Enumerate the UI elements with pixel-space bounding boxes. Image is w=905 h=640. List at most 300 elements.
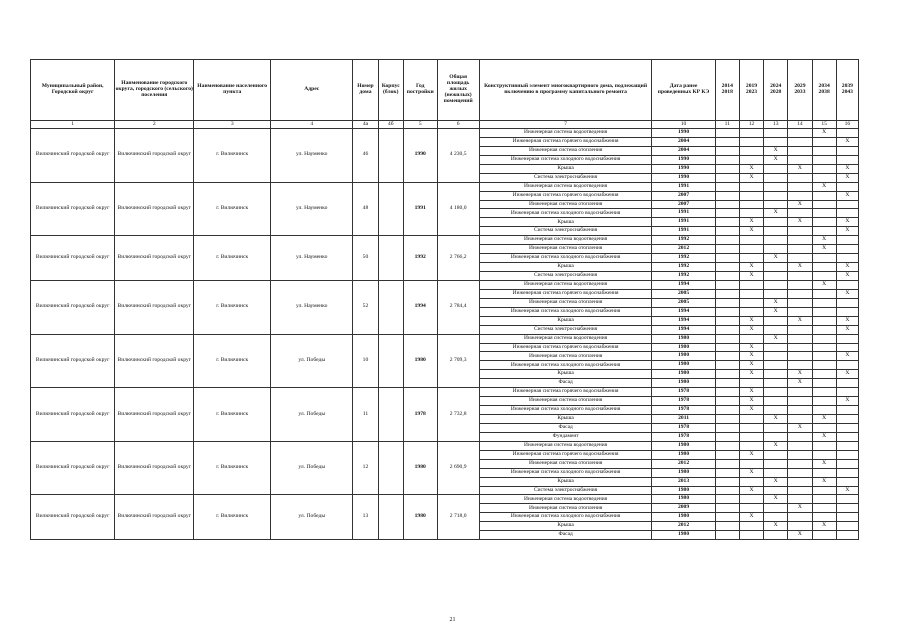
period-mark-cell	[715, 227, 739, 236]
column-number: 3	[194, 121, 271, 129]
period-mark-cell	[812, 200, 836, 209]
column-number: 12	[739, 121, 763, 129]
period-mark-cell	[788, 441, 812, 450]
period-mark-cell	[715, 522, 739, 531]
period-mark-cell	[739, 415, 763, 424]
period-mark-cell	[788, 343, 812, 352]
period-mark-cell	[715, 263, 739, 272]
locality-cell: г. Вилючинск	[194, 495, 271, 540]
period-mark-cell	[715, 370, 739, 379]
block-cell	[378, 495, 403, 540]
period-mark-cell	[764, 406, 788, 415]
prior-repair-date-cell: 1994	[652, 280, 715, 289]
element-cell: Инженерная система отопления	[479, 245, 652, 254]
element-cell: Инженерная система отопления	[479, 459, 652, 468]
period-mark-cell	[812, 164, 836, 173]
period-mark-cell: X	[739, 227, 763, 236]
element-cell: Инженерная система горячего водоснабжения	[479, 191, 652, 200]
period-mark-cell	[788, 182, 812, 191]
element-cell: Крыша	[479, 415, 652, 424]
header-address: Адрес	[271, 60, 353, 121]
block-cell	[378, 129, 403, 183]
period-mark-cell	[764, 361, 788, 370]
period-mark-cell	[739, 334, 763, 343]
period-mark-cell	[764, 289, 788, 298]
period-mark-cell	[788, 486, 812, 495]
period-mark-cell	[788, 209, 812, 218]
period-mark-cell	[764, 272, 788, 281]
prior-repair-date-cell: 1980	[652, 343, 715, 352]
header-element: Конструктивный элемент многоквартирного дома, подлежащий включению в программу капитального ремонта	[479, 60, 652, 121]
period-mark-cell	[764, 459, 788, 468]
period-mark-cell	[764, 191, 788, 200]
prior-repair-date-cell: 1978	[652, 397, 715, 406]
house-number-cell: 10	[353, 334, 378, 388]
locality-cell: г. Вилючинск	[194, 129, 271, 183]
street-cell: ул. Победы	[271, 388, 353, 442]
header-period-2034: 2034 2038	[812, 60, 836, 121]
period-mark-cell	[715, 468, 739, 477]
period-mark-cell	[836, 280, 858, 289]
period-mark-cell: X	[764, 441, 788, 450]
prior-repair-date-cell: 1990	[652, 129, 715, 138]
period-mark-cell: X	[788, 423, 812, 432]
period-mark-cell: X	[739, 164, 763, 173]
house-number-cell: 13	[353, 495, 378, 540]
column-number: 15	[812, 121, 836, 129]
district-cell: Вилючинский городской округ	[31, 495, 115, 540]
period-mark-cell: X	[739, 218, 763, 227]
period-mark-cell	[836, 459, 858, 468]
period-mark-cell	[812, 450, 836, 459]
prior-repair-date-cell: 1980	[652, 468, 715, 477]
period-mark-cell	[812, 379, 836, 388]
period-mark-cell	[788, 191, 812, 200]
build-year-cell: 1990	[403, 129, 437, 183]
element-cell: Инженерная система холодного водоснабжения	[479, 361, 652, 370]
period-mark-cell: X	[836, 218, 858, 227]
prior-repair-date-cell: 1978	[652, 406, 715, 415]
column-number: 4б	[378, 121, 403, 129]
build-year-cell: 1991	[403, 182, 437, 236]
period-mark-cell	[836, 406, 858, 415]
period-mark-cell	[788, 146, 812, 155]
element-cell: Система электроснабжения	[479, 325, 652, 334]
period-mark-cell	[812, 325, 836, 334]
period-mark-cell	[764, 397, 788, 406]
table-row	[31, 280, 859, 289]
period-mark-cell	[812, 334, 836, 343]
header-house-number: Номер дома	[353, 60, 378, 121]
period-mark-cell	[812, 406, 836, 415]
period-mark-cell	[739, 155, 763, 164]
prior-repair-date-cell: 2012	[652, 245, 715, 254]
prior-repair-date-cell: 2007	[652, 200, 715, 209]
header-locality: Наименование населенного пункта	[194, 60, 271, 121]
prior-repair-date-cell: 2009	[652, 504, 715, 513]
prior-repair-date-cell: 1978	[652, 423, 715, 432]
period-mark-cell	[739, 441, 763, 450]
period-mark-cell: X	[739, 325, 763, 334]
house-number-cell: 11	[353, 388, 378, 442]
period-mark-cell	[812, 155, 836, 164]
element-cell: Инженерная система водоотведения	[479, 495, 652, 504]
period-mark-cell	[764, 280, 788, 289]
period-mark-cell	[764, 423, 788, 432]
district-cell: Вилючинский городской округ	[31, 182, 115, 236]
period-mark-cell	[715, 450, 739, 459]
period-mark-cell	[715, 432, 739, 441]
period-mark-cell	[739, 298, 763, 307]
district-cell: Вилючинский городской округ	[31, 236, 115, 281]
element-cell: Инженерная система водоотведения	[479, 334, 652, 343]
area-cell: 2 784,4	[437, 280, 479, 334]
period-mark-cell: X	[836, 227, 858, 236]
period-mark-cell: X	[836, 325, 858, 334]
street-cell: ул. Науменко	[271, 236, 353, 281]
period-mark-cell	[739, 146, 763, 155]
prior-repair-date-cell: 2011	[652, 415, 715, 424]
period-mark-cell	[812, 504, 836, 513]
period-mark-cell: X	[812, 415, 836, 424]
prior-repair-date-cell: 1978	[652, 388, 715, 397]
capital-repair-table	[30, 59, 859, 540]
period-mark-cell	[739, 495, 763, 504]
district-cell: Вилючинский городской округ	[31, 441, 115, 495]
period-mark-cell	[715, 164, 739, 173]
period-mark-cell	[836, 245, 858, 254]
table-row	[31, 334, 859, 343]
prior-repair-date-cell: 2012	[652, 459, 715, 468]
period-mark-cell	[764, 513, 788, 522]
period-mark-cell	[764, 379, 788, 388]
prior-repair-date-cell: 1992	[652, 263, 715, 272]
element-cell: Инженерная система водоотведения	[479, 280, 652, 289]
period-mark-cell	[788, 129, 812, 138]
element-cell: Инженерная система холодного водоснабжения	[479, 513, 652, 522]
period-mark-cell: X	[788, 379, 812, 388]
period-mark-cell	[715, 513, 739, 522]
element-cell: Инженерная система отопления	[479, 397, 652, 406]
prior-repair-date-cell: 2004	[652, 137, 715, 146]
period-mark-cell: X	[739, 450, 763, 459]
element-cell: Инженерная система холодного водоснабжения	[479, 307, 652, 316]
period-mark-cell	[812, 531, 836, 540]
period-mark-cell	[739, 191, 763, 200]
area-cell: 4 230,5	[437, 129, 479, 183]
period-mark-cell	[788, 254, 812, 263]
settlement-cell: Вилючинский городской округ	[115, 495, 194, 540]
period-mark-cell	[812, 263, 836, 272]
prior-repair-date-cell: 2012	[652, 522, 715, 531]
period-mark-cell	[764, 432, 788, 441]
element-cell: Инженерная система отопления	[479, 146, 652, 155]
period-mark-cell: X	[812, 432, 836, 441]
period-mark-cell	[836, 388, 858, 397]
period-mark-cell	[836, 146, 858, 155]
element-cell: Инженерная система горячего водоснабжения	[479, 388, 652, 397]
prior-repair-date-cell: 1992	[652, 272, 715, 281]
house-number-cell: 52	[353, 280, 378, 334]
period-mark-cell	[812, 441, 836, 450]
area-cell: 2 709,3	[437, 334, 479, 388]
column-number: 6	[437, 121, 479, 129]
settlement-cell: Вилючинский городской округ	[115, 441, 194, 495]
period-mark-cell	[715, 325, 739, 334]
prior-repair-date-cell: 1991	[652, 209, 715, 218]
period-mark-cell	[715, 415, 739, 424]
period-mark-cell	[739, 379, 763, 388]
period-mark-cell	[836, 423, 858, 432]
period-mark-cell: X	[812, 522, 836, 531]
period-mark-cell	[764, 343, 788, 352]
prior-repair-date-cell: 1980	[652, 370, 715, 379]
house-number-cell: 46	[353, 129, 378, 183]
period-mark-cell	[788, 155, 812, 164]
period-mark-cell: X	[812, 477, 836, 486]
block-cell	[378, 280, 403, 334]
period-mark-cell	[715, 316, 739, 325]
period-mark-cell: X	[764, 146, 788, 155]
period-mark-cell	[812, 272, 836, 281]
prior-repair-date-cell: 1980	[652, 486, 715, 495]
period-mark-cell	[739, 236, 763, 245]
element-cell: Крыша	[479, 218, 652, 227]
period-mark-cell: X	[836, 173, 858, 182]
period-mark-cell	[812, 468, 836, 477]
period-mark-cell: X	[739, 397, 763, 406]
period-mark-cell: X	[764, 155, 788, 164]
period-mark-cell: X	[739, 343, 763, 352]
period-mark-cell	[715, 173, 739, 182]
element-cell: Инженерная система горячего водоснабжения	[479, 137, 652, 146]
period-mark-cell	[715, 182, 739, 191]
prior-repair-date-cell: 1992	[652, 236, 715, 245]
period-mark-cell	[739, 289, 763, 298]
area-cell: 2 766,2	[437, 236, 479, 281]
period-mark-cell	[715, 280, 739, 289]
period-mark-cell	[739, 200, 763, 209]
period-mark-cell	[836, 495, 858, 504]
period-mark-cell: X	[836, 137, 858, 146]
period-mark-cell	[812, 513, 836, 522]
district-cell: Вилючинский городской округ	[31, 334, 115, 388]
period-mark-cell	[836, 513, 858, 522]
prior-repair-date-cell: 2013	[652, 477, 715, 486]
element-cell: Инженерная система отопления	[479, 352, 652, 361]
period-mark-cell	[788, 522, 812, 531]
period-mark-cell: X	[739, 316, 763, 325]
period-mark-cell	[836, 307, 858, 316]
period-mark-cell	[764, 531, 788, 540]
period-mark-cell	[788, 236, 812, 245]
period-mark-cell	[836, 334, 858, 343]
element-cell: Инженерная система водоотведения	[479, 182, 652, 191]
period-mark-cell	[739, 137, 763, 146]
period-mark-cell: X	[739, 468, 763, 477]
period-mark-cell: X	[836, 397, 858, 406]
table-row	[31, 495, 859, 504]
period-mark-cell	[739, 280, 763, 289]
period-mark-cell	[836, 504, 858, 513]
district-cell: Вилючинский городской округ	[31, 388, 115, 442]
period-mark-cell	[836, 236, 858, 245]
period-mark-cell	[788, 334, 812, 343]
prior-repair-date-cell: 1980	[652, 450, 715, 459]
period-mark-cell	[715, 289, 739, 298]
column-number: 11	[715, 121, 739, 129]
period-mark-cell	[764, 245, 788, 254]
period-mark-cell	[836, 129, 858, 138]
period-mark-cell	[812, 388, 836, 397]
period-mark-cell	[739, 209, 763, 218]
period-mark-cell	[812, 191, 836, 200]
period-mark-cell	[764, 173, 788, 182]
element-cell: Крыша	[479, 477, 652, 486]
period-mark-cell	[739, 477, 763, 486]
period-mark-cell	[788, 227, 812, 236]
period-mark-cell	[836, 200, 858, 209]
house-number-cell: 48	[353, 182, 378, 236]
column-number: 1	[31, 121, 115, 129]
house-number-cell: 50	[353, 236, 378, 281]
period-mark-cell	[739, 504, 763, 513]
element-cell: Инженерная система холодного водоснабжения	[479, 209, 652, 218]
period-mark-cell	[715, 477, 739, 486]
table-row	[31, 236, 859, 245]
period-mark-cell	[788, 495, 812, 504]
period-mark-cell	[788, 289, 812, 298]
period-mark-cell: X	[739, 173, 763, 182]
prior-repair-date-cell: 1994	[652, 316, 715, 325]
house-number-cell: 12	[353, 441, 378, 495]
period-mark-cell	[836, 254, 858, 263]
element-cell: Система электроснабжения	[479, 227, 652, 236]
period-mark-cell: X	[812, 236, 836, 245]
period-mark-cell	[812, 316, 836, 325]
element-cell: Инженерная система отопления	[479, 298, 652, 307]
element-cell: Инженерная система горячего водоснабжения	[479, 450, 652, 459]
period-mark-cell	[764, 504, 788, 513]
period-mark-cell	[715, 272, 739, 281]
area-cell: 2 718,0	[437, 495, 479, 540]
area-cell: 2 690,9	[437, 441, 479, 495]
street-cell: ул. Науменко	[271, 280, 353, 334]
period-mark-cell	[715, 298, 739, 307]
period-mark-cell	[764, 388, 788, 397]
prior-repair-date-cell: 1991	[652, 227, 715, 236]
period-mark-cell	[764, 164, 788, 173]
element-cell: Система электроснабжения	[479, 173, 652, 182]
locality-cell: г. Вилючинск	[194, 334, 271, 388]
block-cell	[378, 236, 403, 281]
locality-cell: г. Вилючинск	[194, 236, 271, 281]
period-mark-cell	[764, 129, 788, 138]
period-mark-cell	[715, 343, 739, 352]
block-cell	[378, 388, 403, 442]
period-mark-cell	[836, 522, 858, 531]
settlement-cell: Вилючинский городской округ	[115, 182, 194, 236]
period-mark-cell: X	[836, 272, 858, 281]
period-mark-cell	[764, 450, 788, 459]
period-mark-cell: X	[836, 263, 858, 272]
period-mark-cell	[788, 280, 812, 289]
period-mark-cell	[812, 307, 836, 316]
period-mark-cell	[836, 477, 858, 486]
element-cell: Крыша	[479, 263, 652, 272]
period-mark-cell	[715, 486, 739, 495]
element-cell: Фасад	[479, 423, 652, 432]
prior-repair-date-cell: 1990	[652, 173, 715, 182]
column-number: 14	[788, 121, 812, 129]
street-cell: ул. Победы	[271, 495, 353, 540]
period-mark-cell	[715, 254, 739, 263]
prior-repair-date-cell: 1990	[652, 164, 715, 173]
district-cell: Вилючинский городской округ	[31, 280, 115, 334]
prior-repair-date-cell: 1980	[652, 513, 715, 522]
period-mark-cell	[715, 406, 739, 415]
period-mark-cell: X	[788, 370, 812, 379]
header-period-2024: 2024 2028	[764, 60, 788, 121]
period-mark-cell	[788, 432, 812, 441]
header-period-2019: 2019 2023	[739, 60, 763, 121]
element-cell: Инженерная система водоотведения	[479, 129, 652, 138]
period-mark-cell	[739, 432, 763, 441]
street-cell: ул. Победы	[271, 334, 353, 388]
element-cell: Крыша	[479, 370, 652, 379]
period-mark-cell: X	[836, 191, 858, 200]
period-mark-cell	[812, 343, 836, 352]
period-mark-cell	[715, 459, 739, 468]
period-mark-cell	[764, 316, 788, 325]
element-cell: Крыша	[479, 316, 652, 325]
period-mark-cell: X	[764, 298, 788, 307]
build-year-cell: 1980	[403, 441, 437, 495]
build-year-cell: 1980	[403, 495, 437, 540]
element-cell: Инженерная система водоотведения	[479, 441, 652, 450]
prior-repair-date-cell: 1980	[652, 441, 715, 450]
settlement-cell: Вилючинский городской округ	[115, 129, 194, 183]
period-mark-cell	[812, 173, 836, 182]
header-block: Корпус (блок)	[378, 60, 403, 121]
period-mark-cell	[812, 397, 836, 406]
period-mark-cell: X	[788, 200, 812, 209]
locality-cell: г. Вилючинск	[194, 182, 271, 236]
district-cell: Вилючинский городской округ	[31, 129, 115, 183]
period-mark-cell: X	[764, 477, 788, 486]
period-mark-cell	[715, 495, 739, 504]
header-settlement: Наименование городского округа, городского (сельского) поселения	[115, 60, 194, 121]
period-mark-cell	[812, 289, 836, 298]
period-mark-cell	[788, 307, 812, 316]
header-district: Муниципальный район, Городской округ	[31, 60, 115, 121]
block-cell	[378, 441, 403, 495]
period-mark-cell	[715, 209, 739, 218]
period-mark-cell	[715, 334, 739, 343]
period-mark-cell	[812, 218, 836, 227]
header-period-2014: 2014 2018	[715, 60, 739, 121]
settlement-cell: Вилючинский городской округ	[115, 334, 194, 388]
element-cell: Крыша	[479, 164, 652, 173]
period-mark-cell	[836, 441, 858, 450]
element-cell: Инженерная система отопления	[479, 504, 652, 513]
period-mark-cell	[764, 200, 788, 209]
column-number: 5	[403, 121, 437, 129]
period-mark-cell: X	[812, 182, 836, 191]
period-mark-cell: X	[764, 495, 788, 504]
build-year-cell: 1978	[403, 388, 437, 442]
locality-cell: г. Вилючинск	[194, 441, 271, 495]
